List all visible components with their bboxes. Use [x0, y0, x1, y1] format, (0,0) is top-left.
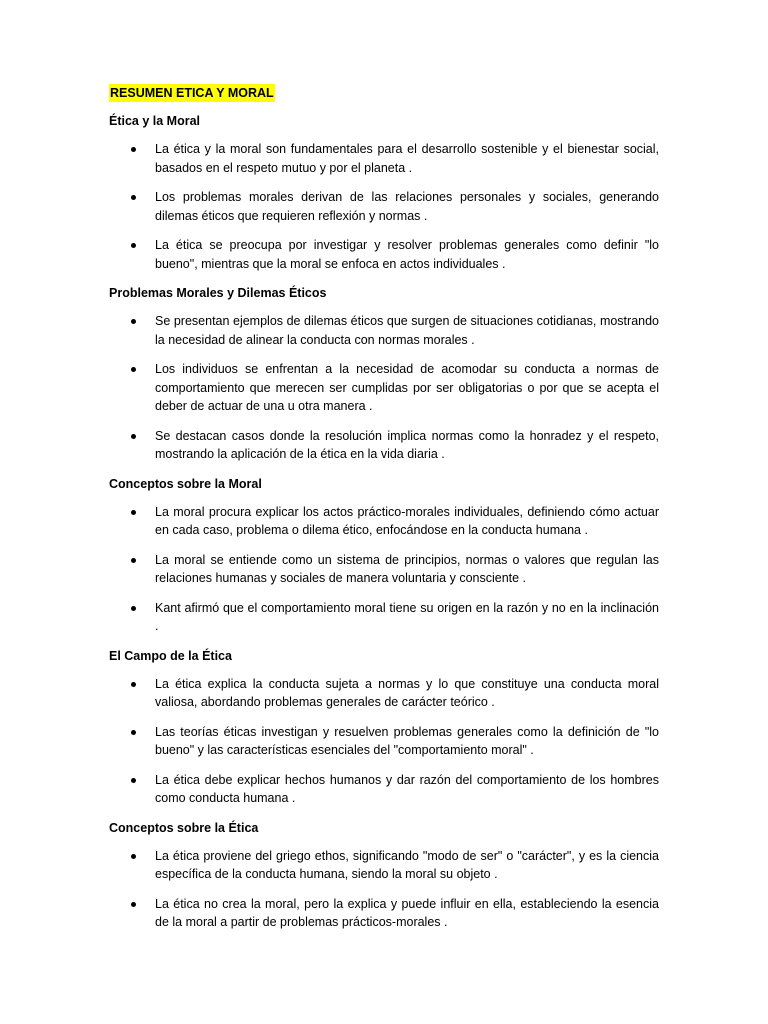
- document-content: [109, 84, 659, 943]
- list-item-text: Kant afirmó que el comportamiento moral tiene su origen en la razón y no en la inclinación .: [155, 600, 659, 633]
- bullet-list: [109, 675, 659, 808]
- list-item: [109, 723, 659, 760]
- list-item-text: Las teorías éticas investigan y resuelven problemas generales como la definición de "lo bueno" y las características esenciales del "comportamiento moral" .: [155, 724, 659, 757]
- list-item-text: La ética no crea la moral, pero la explica y puede influir en ella, estableciendo la esencia de la moral a partir de problemas prácticos-morales .: [155, 896, 659, 929]
- bullet-icon: [131, 902, 136, 907]
- section-heading: Ética y la Moral: [109, 114, 201, 128]
- list-item: [109, 140, 659, 177]
- bullet-icon: [131, 367, 136, 372]
- list-item-text: Los problemas morales derivan de las relaciones personales y sociales, generando dilemas éticos que requieren reflexión y normas .: [155, 190, 659, 223]
- bullet-icon: [131, 606, 136, 611]
- list-item: [109, 895, 659, 932]
- section-campo-etica: [109, 647, 659, 808]
- list-item: [109, 599, 659, 636]
- list-item-text: La moral procura explicar los actos práctico-morales individuales, definiendo cómo actuar en cada caso, problema o dilema ético, enfocándose en la conducta humana .: [155, 504, 659, 537]
- list-item-text: La ética se preocupa por investigar y resolver problemas generales como definir "lo bueno", mientras que la moral se enfoca en actos individuales .: [155, 238, 659, 271]
- list-item-text: La ética debe explicar hechos humanos y dar razón del comportamiento de los hombres como conducta humana .: [155, 772, 659, 805]
- bullet-icon: [131, 434, 136, 439]
- section-heading: Conceptos sobre la Moral: [109, 476, 262, 491]
- bullet-list: [109, 503, 659, 636]
- bullet-icon: [131, 558, 136, 563]
- bullet-icon: [131, 682, 136, 687]
- list-item: [109, 771, 659, 808]
- bullet-icon: [131, 243, 136, 248]
- document-title: RESUMEN ETICA Y MORAL: [110, 86, 274, 100]
- list-item-text: La moral se entiende como un sistema de principios, normas o valores que regulan las relaciones humanas y sociales de manera voluntaria y consciente .: [155, 552, 659, 585]
- bullet-icon: [131, 147, 136, 152]
- section-heading: El Campo de la Ética: [109, 648, 232, 663]
- list-item-text: Los individuos se enfrentan a la necesidad de acomodar su conducta a normas de comportamiento que merecen ser cumplidas por ser obligatorias o por que se acepta el deber de actuar de una u otra manera .: [155, 362, 659, 413]
- list-item: [109, 188, 659, 225]
- list-item-text: La ética explica la conducta sujeta a normas y lo que constituye una conducta moral valiosa, abordando problemas generales de carácter teórico .: [155, 676, 659, 709]
- list-item: [109, 551, 659, 588]
- list-item-text: La ética y la moral son fundamentales para el desarrollo sostenible y el bienestar social, basados en el respeto mutuo y por el planeta .: [155, 142, 659, 175]
- list-item: [109, 360, 659, 416]
- list-item: [109, 312, 659, 349]
- bullet-list: [109, 140, 659, 273]
- list-item: [109, 675, 659, 712]
- list-item: [109, 503, 659, 540]
- list-item-text: Se presentan ejemplos de dilemas éticos que surgen de situaciones cotidianas, mostrando la necesidad de alinear la conducta con normas morales .: [155, 314, 659, 347]
- section-heading: Conceptos sobre la Ética: [109, 820, 259, 835]
- bullet-list: [109, 847, 659, 932]
- bullet-icon: [131, 730, 136, 735]
- section-conceptos-etica: [109, 819, 659, 932]
- bullet-icon: [131, 854, 136, 859]
- bullet-icon: [131, 510, 136, 515]
- section-conceptos-moral: [109, 475, 659, 636]
- bullet-list: [109, 312, 659, 464]
- section-heading: Problemas Morales y Dilemas Éticos: [109, 286, 327, 300]
- section-problemas-morales: [109, 284, 659, 464]
- list-item: [109, 847, 659, 884]
- section-etica-y-moral: [109, 112, 659, 273]
- bullet-icon: [131, 778, 136, 783]
- list-item: [109, 236, 659, 273]
- bullet-icon: [131, 319, 136, 324]
- list-item-text: La ética proviene del griego ethos, significando "modo de ser" o "carácter", y es la ciencia específica de la conducta humana, siendo la moral su objeto .: [155, 848, 659, 881]
- list-item-text: Se destacan casos donde la resolución implica normas como la honradez y el respeto, mostrando la aplicación de la ética en la vida diaria .: [155, 428, 659, 461]
- bullet-icon: [131, 195, 136, 200]
- list-item: [109, 427, 659, 464]
